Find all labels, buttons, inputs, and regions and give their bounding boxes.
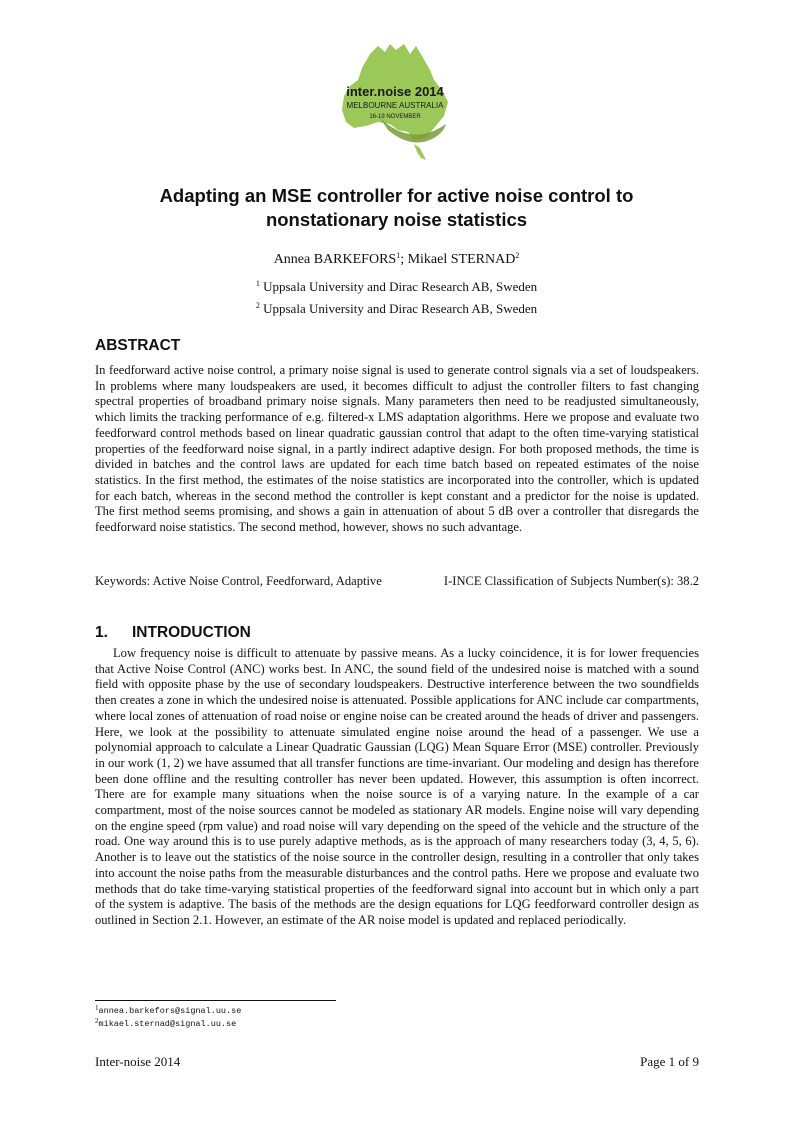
footnote-1-sup: 1	[95, 1004, 99, 1012]
introduction-heading	[95, 624, 251, 642]
affiliation-1	[0, 279, 793, 295]
affiliation-1-text: Uppsala University and Dirac Research AB, Sweden	[259, 279, 538, 294]
author-1-sup: 1	[396, 251, 401, 260]
author-2-sup: 2	[515, 251, 520, 260]
affiliation-2-text: Uppsala University and Dirac Research AB, Sweden	[259, 301, 538, 316]
logo-line1: inter.noise 2014	[346, 84, 444, 99]
footnote-divider	[95, 1000, 336, 1001]
footnote-2-sup: 2	[95, 1017, 99, 1025]
footnote-2-email: mikael.sternad@signal.uu.se	[98, 1019, 237, 1029]
author-2-name: Mikael STERNAD	[407, 252, 516, 267]
paper-title	[60, 184, 733, 232]
footnote-1	[95, 1006, 241, 1016]
affiliation-2	[0, 301, 793, 317]
abstract-heading: ABSTRACT	[95, 337, 181, 354]
conference-logo	[330, 40, 460, 162]
australia-map-logo-icon	[330, 40, 460, 162]
section-number: 1.	[95, 624, 108, 641]
abstract-text: In feedforward active noise control, a primary noise signal is used to generate control signals via a set of loudspeakers. In problems where many loudspeakers are used, it becomes difficult to adjust the controller filters to fast changing spectral properties of broadband primary noise signals. Many parameters then need to be readjusted simultaneously, which limits the tracking performance of e.g. filtered-x LMS adaptation algorithms. Here we propose and evaluate two feedforward control methods based on linear quadratic gaussian control that adapt to the often time-varying statistical properties of the feedforward noise signal, in a partly indirect adaptive design. For both proposed methods, the time is divided in batches and the control laws are updated for each time batch based on repeated estimates of the noise statistics. In the first method, the estimates of the noise statistics are incorporated into the controller, which is updated for each batch, whereas in the second method the controller is kept constant and a predictor for the noise is updated. The first method seems promising, and shows a gain in attenuation of about 5 dB over a controller that disregards the feedforward noise statistics. The second method, however, shows no such advantage.	[95, 363, 699, 535]
section-title: INTRODUCTION	[132, 624, 251, 641]
title-line-2: nonstationary noise statistics	[265, 209, 528, 230]
footer-page-number: Page 1 of 9	[640, 1054, 699, 1069]
keywords-line	[95, 574, 699, 589]
logo-line2: MELBOURNE AUSTRALIA	[346, 101, 444, 110]
footer-conference: Inter-noise 2014	[95, 1054, 181, 1069]
author-separator: ;	[400, 252, 408, 267]
keywords-text: Keywords: Active Noise Control, Feedforward, Adaptive	[95, 574, 382, 588]
introduction-text: Low frequency noise is difficult to attenuate by passive means. As a lucky coincidence, it is for lower frequencies that Active Noise Control (ANC) works best. In ANC, the sound field of the undesired noise is matched with a sound field with opposite phase by the use of secondary loudspeakers. Destructive interference between the two soundfields then creates a zone in which the undesired noise is attenuated. Possible applications for ANC include car compartments, where local zones of attenuation of road noise or engine noise can be created around the heads of driver and passengers. Here, we look at the possibility to attenuate simulated engine noise around the head of a passenger. We use a polynomial approach to calculate a Linear Quadratic Gaussian (LQG) Mean Square Error (MSE) controller. Previously in our work (1, 2) we have assumed that all transfer functions are time-invariant. Our modeling and design has therefore been done offline and the resulting controller has never been updated. However, this assumption is often incorrect. There are for example many situations when the noise source is of a varying nature. In the example of a car compartment, most of the noise sources cannot be modeled as stationary AR models. Engine noise will vary depending on the engine speed (rpm value) and road noise will vary depending on the speed of the vehicle and the structure of the road. One way around this is to use purely adaptive methods, as is the approach of many researchers today (3, 4, 5, 6). Another is to leave out the statistics of the noise source in the controller design, resulting in a controller that only takes into account the noise paths from the measurable disturbances and the control paths. Here we propose and evaluate two methods that do take time-varying statistical properties of the feedforward signal into account but in which only a part of the system is adaptive. The basis of the methods are the design equations for LQG feedforward controller design as outlined in Section 2.1. However, an estimate of the AR noise model is updated and replaced periodically.	[95, 646, 699, 927]
logo-line3: 16-19 NOVEMBER	[369, 114, 421, 120]
footnote-2	[95, 1019, 236, 1029]
footnote-1-email: annea.barkefors@signal.uu.se	[98, 1006, 242, 1016]
title-line-1: Adapting an MSE controller for active noise control to	[159, 185, 634, 206]
affiliation-1-sup: 1	[255, 279, 260, 288]
affiliation-2-sup: 2	[255, 301, 260, 310]
classification-text: I-INCE Classification of Subjects Number(s): 38.2	[443, 574, 699, 588]
author-1-name: Annea BARKEFORS	[273, 252, 397, 267]
author-list	[0, 252, 793, 268]
